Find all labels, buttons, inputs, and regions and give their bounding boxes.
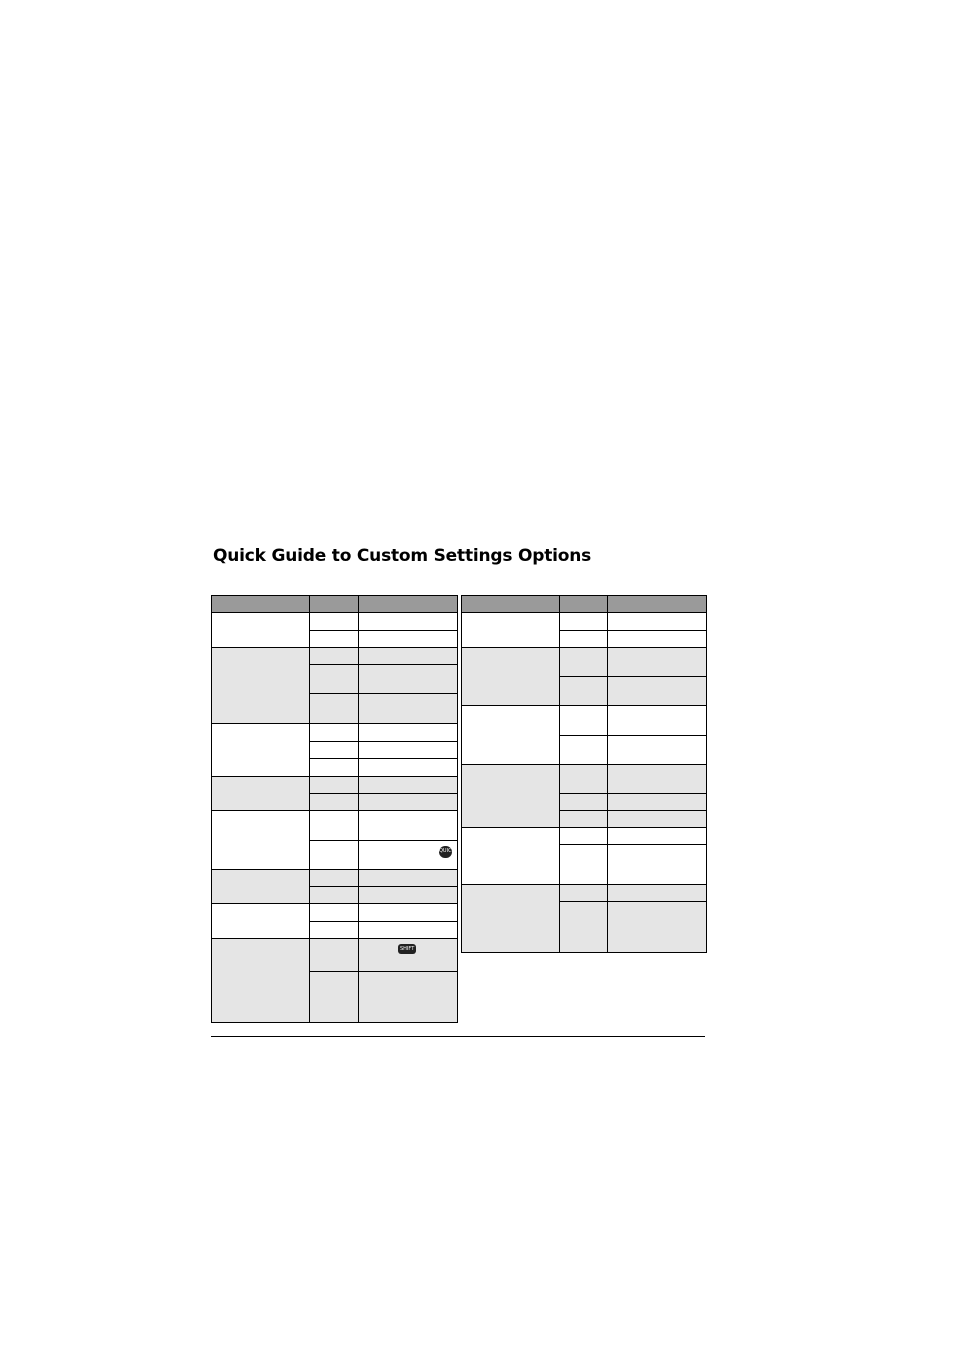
option-cell xyxy=(310,631,359,648)
shift-key-icon: SHIFT xyxy=(400,946,415,952)
settings-table-right xyxy=(461,595,707,953)
description-cell xyxy=(359,631,458,648)
option-cell xyxy=(560,648,608,677)
description-cell xyxy=(608,902,707,953)
page-title: Quick Guide to Custom Settings Options xyxy=(213,546,592,566)
description-cell xyxy=(359,922,458,939)
description-cell xyxy=(608,648,707,677)
option-cell xyxy=(310,694,359,724)
description-cell xyxy=(359,648,458,665)
option-cell xyxy=(560,631,608,648)
option-cell xyxy=(310,742,359,759)
option-cell xyxy=(310,724,359,742)
table-row xyxy=(212,870,458,887)
description-cell xyxy=(359,613,458,631)
option-cell xyxy=(310,904,359,922)
option-cell xyxy=(560,828,608,845)
group-cell xyxy=(212,724,310,777)
description-cell xyxy=(608,794,707,811)
group-cell xyxy=(212,904,310,939)
description-cell xyxy=(608,811,707,828)
option-cell xyxy=(560,811,608,828)
group-cell xyxy=(212,870,310,904)
option-cell xyxy=(560,902,608,953)
group-cell xyxy=(212,811,310,870)
description-cell xyxy=(608,885,707,902)
option-cell xyxy=(560,706,608,736)
table-row xyxy=(212,939,458,972)
description-cell xyxy=(608,828,707,845)
option-cell xyxy=(310,887,359,904)
description-cell xyxy=(359,811,458,841)
group-cell xyxy=(212,777,310,811)
footer-rule xyxy=(211,1036,705,1037)
description-cell xyxy=(608,677,707,706)
table-row xyxy=(462,648,707,677)
header-cell xyxy=(608,596,707,613)
table-row xyxy=(462,885,707,902)
table-row xyxy=(212,904,458,922)
quick-key-icon: QUICK xyxy=(439,846,452,858)
group-cell xyxy=(212,939,310,1023)
option-cell xyxy=(310,972,359,1023)
option-cell xyxy=(310,939,359,972)
table-row xyxy=(462,765,707,794)
group-cell xyxy=(212,648,310,724)
group-cell xyxy=(462,706,560,765)
settings-table-left xyxy=(211,595,458,1023)
option-cell xyxy=(310,922,359,939)
table-row xyxy=(462,828,707,845)
description-cell xyxy=(359,665,458,694)
option-cell xyxy=(310,777,359,794)
header-cell xyxy=(560,596,608,613)
description-cell xyxy=(608,736,707,765)
option-cell xyxy=(560,885,608,902)
description-cell xyxy=(359,759,458,777)
table-row xyxy=(462,613,707,631)
description-cell xyxy=(608,845,707,885)
table-header-row xyxy=(212,596,458,613)
description-cell xyxy=(359,887,458,904)
description-cell xyxy=(608,706,707,736)
description-cell xyxy=(359,794,458,811)
option-cell xyxy=(560,613,608,631)
description-cell xyxy=(359,972,458,1023)
description-cell xyxy=(359,777,458,794)
group-cell xyxy=(462,765,560,828)
option-cell xyxy=(310,759,359,777)
table-row xyxy=(212,613,458,631)
header-cell xyxy=(359,596,458,613)
option-cell xyxy=(310,648,359,665)
option-cell xyxy=(310,811,359,841)
description-cell xyxy=(359,694,458,724)
option-cell xyxy=(310,613,359,631)
header-cell xyxy=(310,596,359,613)
option-cell xyxy=(310,794,359,811)
group-cell xyxy=(462,885,560,953)
option-cell xyxy=(310,841,359,870)
group-cell xyxy=(462,828,560,885)
option-cell xyxy=(310,665,359,694)
description-cell xyxy=(359,742,458,759)
table-row xyxy=(212,811,458,841)
description-cell xyxy=(359,841,458,870)
option-cell xyxy=(560,677,608,706)
header-cell xyxy=(462,596,560,613)
table-header-row xyxy=(462,596,707,613)
group-cell xyxy=(462,613,560,648)
table-row xyxy=(212,777,458,794)
table-row xyxy=(212,648,458,665)
description-cell xyxy=(608,765,707,794)
description-cell xyxy=(359,939,458,972)
description-cell xyxy=(359,870,458,887)
description-cell xyxy=(608,613,707,631)
option-cell xyxy=(560,794,608,811)
description-cell xyxy=(608,631,707,648)
option-cell xyxy=(560,765,608,794)
group-cell xyxy=(462,648,560,706)
description-cell xyxy=(359,724,458,742)
header-cell xyxy=(212,596,310,613)
table-row xyxy=(212,724,458,742)
option-cell xyxy=(560,736,608,765)
option-cell xyxy=(560,845,608,885)
table-row xyxy=(462,706,707,736)
description-cell xyxy=(359,904,458,922)
option-cell xyxy=(310,870,359,887)
group-cell xyxy=(212,613,310,648)
